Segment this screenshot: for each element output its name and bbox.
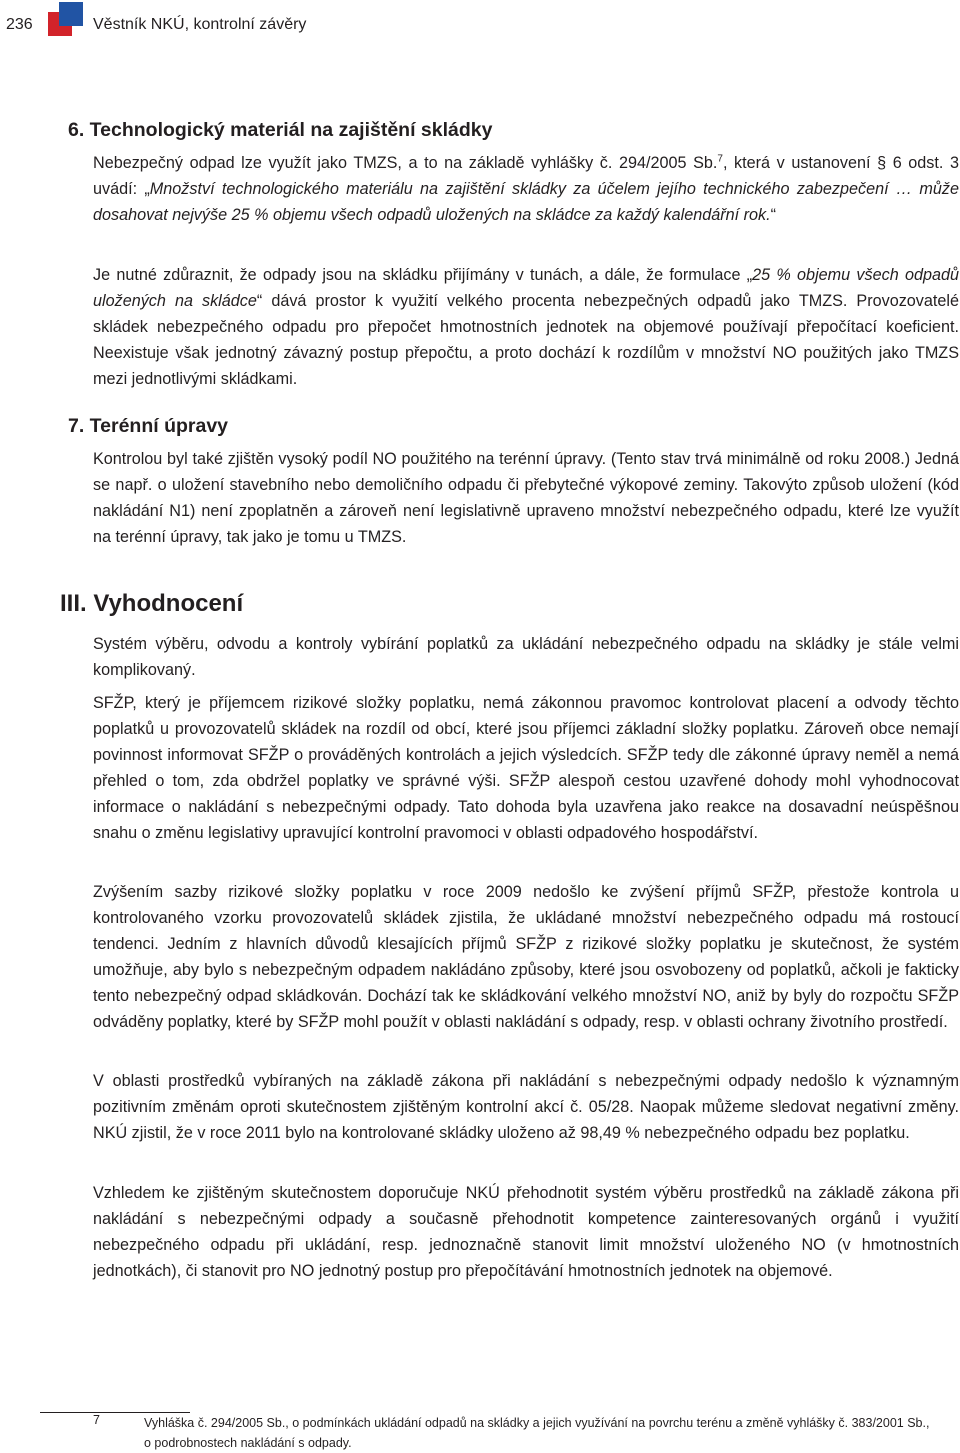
footnote-reference[interactable]: 7: [717, 153, 723, 165]
chapter-3-paragraph-5: Vzhledem ke zjištěným skutečnostem doporučuje NKÚ přehodnotit systém výběru prostředků na základě zákona při nakládání s nebezpečnými odpady a současně přehodnotit kompetence zainteresovaných orgánů i využití nebezpečného odpadu při ukládání, resp. jednoznačně stanovit limit množství uloženého NO (v hmotnostních jednotkách), či stanovit pro NO jednotný postup pro přepočítávání hmotnostních jednotek na objemové.: [93, 1184, 959, 1280]
page-number: 236: [6, 16, 33, 33]
chapter-3-paragraph-1: Systém výběru, odvodu a kontroly vybírání poplatků za ukládání nebezpečného odpadu na skládky je stále velmi komplikovaný.: [93, 635, 959, 679]
chapter-3-paragraph-3: Zvýšením sazby rizikové složky poplatku v roce 2009 nedošlo ke zvýšení příjmů SFŽP, přestože kontrola u kontrolovaného vzorku provozovatelů skládek zjistila, že ukládané množství nebezpečného odpadu má rostoucí tendenci. Jedním z hlavních důvodů klesajících příjmů SFŽP z rizikové složky poplatku je skutečnost, že systém umožňuje, aby bylo s nebezpečným odpadem nakládáno způsoby, které jsou osvobozeny od poplatků, ačkoli je fakticky tento nebezpečný odpad skládkován. Dochází tak ke skládkování velkého množství NO, aniž by byly do rozpočtu SFŽP odváděny poplatky, které by SFŽP mohl použít v oblasti nakládání s odpady, resp. v oblasti ochrany životního prostředí.: [93, 883, 959, 1031]
quoted-formulation: 25 % objemu všech odpadů uložených na skládce: [93, 266, 959, 310]
nku-logo-icon: [48, 2, 82, 36]
chapter-3-heading: III. Vyhodnocení: [60, 590, 244, 617]
chapter-3-paragraph-4: V oblasti prostředků vybíraných na základě zákona při nakládání s nebezpečnými odpady nedošlo k významným pozitivním změnám oproti skutečnostem zjištěným kontrolní akcí č. 05/28. Naopak můžeme sledovat negativní změny. NKÚ zjistil, že v roce 2011 bylo na kontrolované skládky uloženo až 98,49 % nebezpečného odpadu bez poplatku.: [93, 1072, 959, 1142]
legal-quote: Množství technologického materiálu na zajištění skládky za účelem jejího technického zabezpečení … může dosahovat nejvýše 25 % objemu všech odpadů uložených na skládce za každý kalendářní rok.: [93, 180, 959, 224]
section-6-paragraph-1: Nebezpečný odpad lze využít jako TMZS, a to na základě vyhlášky č. 294/2005 Sb.$^7$, která v ustanovení § 6 odst. 3 uvádí: „Množství technologického materiálu na zajištění skládky za účelem jejího technického zabezpečení … může dosahovat nejvýše 25 % objemu všech odpadů uložených na skládce za každý kalendářní rok.“: [93, 153, 959, 224]
footnote-text: Vyhláška č. 294/2005 Sb., o podmínkách ukládání odpadů na skládky a jejich využívání na povrchu terénu a změně vyhlášky č. 383/2001 Sb., o podrobnostech nakládání s odpady.: [144, 1416, 930, 1450]
footnote-number: 7: [93, 1413, 100, 1427]
section-7-heading: 7. Terénní úpravy: [68, 415, 229, 437]
section-7-paragraph-1: Kontrolou byl také zjištěn vysoký podíl NO použitého na terénní úpravy. (Tento stav trvá minimálně od roku 2008.) Jedná se např. o uložení stavebního nebo demoličního odpadu či přebytečné výkopové zeminy. Takovýto způsob uložení (kód nakládání N1) není zpoplatněn a zároveň není legislativně upraveno množství nebezpečného odpadu, které lze využít na terénní úpravy, tak jako je tomu u TMZS.: [93, 450, 959, 546]
section-6-heading: 6. Technologický materiál na zajištění skládky: [68, 119, 493, 141]
running-header-title: Věstník NKÚ, kontrolní závěry: [93, 16, 307, 33]
chapter-3-paragraph-2: SFŽP, který je příjemcem rizikové složky poplatku, nemá zákonnou pravomoc kontrolovat placení a odvody těchto poplatků u provozovatelů skládek na rozdíl od obcí, které jsou příjemci základní složky poplatku. Zároveň obce nemají povinnost informovat SFŽP o prováděných kontrolách a jejich výsledcích. SFŽP tedy dle zákonné úpravy neměl a nemá přehled o tom, zda obdržel poplatky ve správné výši. SFŽP alespoň cestou uzavřené dohody mohl vyhodnocovat informace o nakládání s nebezpečnými odpady. Tato dohoda byla uzavřena jako reakce na dosavadní neúspěšnou snahu o změnu legislativy upravující kontrolní pravomoci v oblasti odpadového hospodářství.: [93, 694, 959, 842]
section-6-paragraph-2: Je nutné zdůraznit, že odpady jsou na skládku přijímány v tunách, a dále, že formulace „25 % objemu všech odpadů uložených na skládce“ dává prostor k využití velkého procenta nebezpečných odpadů jako TMZS. Provozovatelé skládek nebezpečného odpadu pro přepočet hmotnostních jednotek na objemové používají přepočítací koeficient. Neexistuje však jednotný závazný postup přepočtu, a proto dochází k rozdílům v množství NO použitých jako TMZS mezi jednotlivými skládkami.: [93, 266, 959, 388]
